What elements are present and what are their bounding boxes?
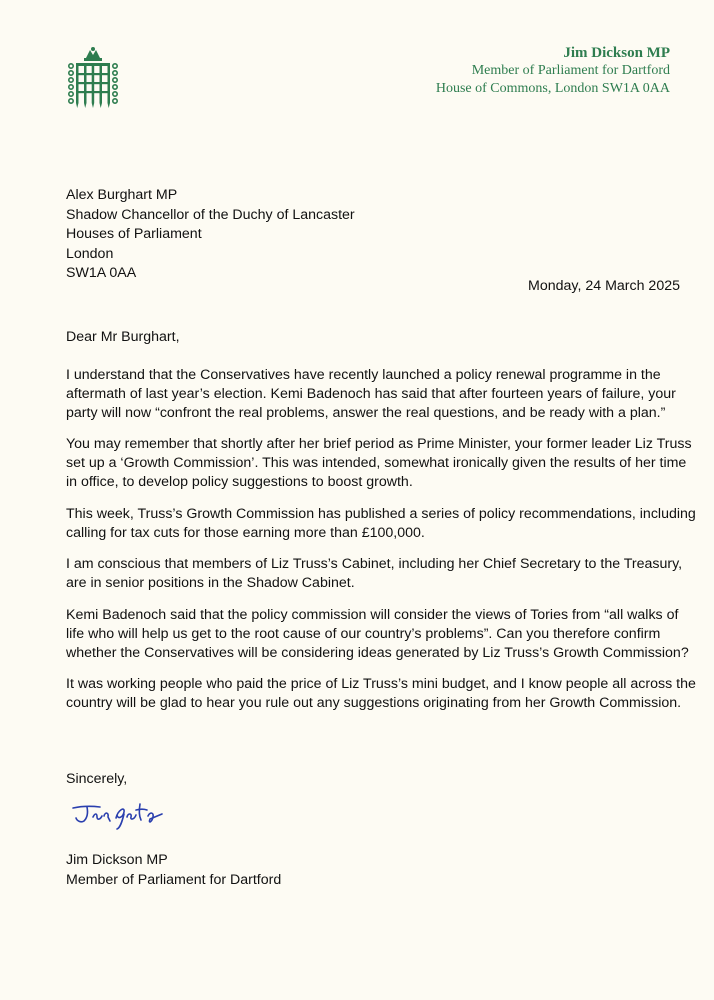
letterhead-name: Jim Dickson MP <box>563 45 670 61</box>
body-paragraph: I am conscious that members of Liz Truss’s Cabinet, including her Chief Secretary to the Treasury, are in senior positions in the Shadow Cabinet. <box>66 556 683 592</box>
letter-body <box>66 366 696 726</box>
letterhead-role: Member of Parliament for Dartford <box>471 63 670 78</box>
signer-name: Jim Dickson MP <box>66 852 168 868</box>
letter-date: Monday, 24 March 2025 <box>528 278 680 294</box>
recipient-city: London <box>66 245 114 262</box>
salutation: Dear Mr Burghart, <box>66 329 180 345</box>
body-paragraph: Kemi Badenoch said that the policy commission will consider the views of Tories from “all walks of life who will help us get to the root cause of our country’s problems”. Can you therefore confirm whether the Conservatives will be considering ideas generated by Liz Truss’s Growth Commission? <box>66 606 689 661</box>
closing: Sincerely, <box>66 771 128 787</box>
portcullis-icon <box>66 46 120 110</box>
recipient-address <box>66 186 355 284</box>
body-paragraph: It was working people who paid the price of Liz Truss’s mini budget, and I know people all across the country will be glad to hear you rule out any suggestions originating from her Growth Commission. <box>66 676 696 712</box>
signature-image <box>70 798 166 832</box>
signer-block <box>66 851 281 890</box>
letterhead <box>436 44 670 98</box>
signer-role: Member of Parliament for Dartford <box>66 871 282 888</box>
recipient-org: Houses of Parliament <box>66 226 202 243</box>
letterhead-address: House of Commons, London SW1A 0AA <box>435 81 670 96</box>
body-paragraph: This week, Truss’s Growth Commission has published a series of policy recommendations, including calling for tax cuts for those earning more than £100,000. <box>66 505 696 541</box>
body-paragraph: I understand that the Conservatives have recently launched a policy renewal programme in the aftermath of last year’s election. Kemi Badenoch has said that after fourteen years of failure, your party will now “confront the real problems, answer the real questions, and be ready with a plan.” <box>66 367 676 421</box>
recipient-name: Alex Burghart MP <box>66 187 178 203</box>
recipient-postcode: SW1A 0AA <box>66 265 137 282</box>
recipient-title: Shadow Chancellor of the Duchy of Lancaster <box>66 206 355 223</box>
body-paragraph: You may remember that shortly after her brief period as Prime Minister, your former leader Liz Truss set up a ‘Growth Commission’. This was intended, somewhat ironically given the results of her time in office, to develop policy suggestions to boost growth. <box>66 436 692 490</box>
